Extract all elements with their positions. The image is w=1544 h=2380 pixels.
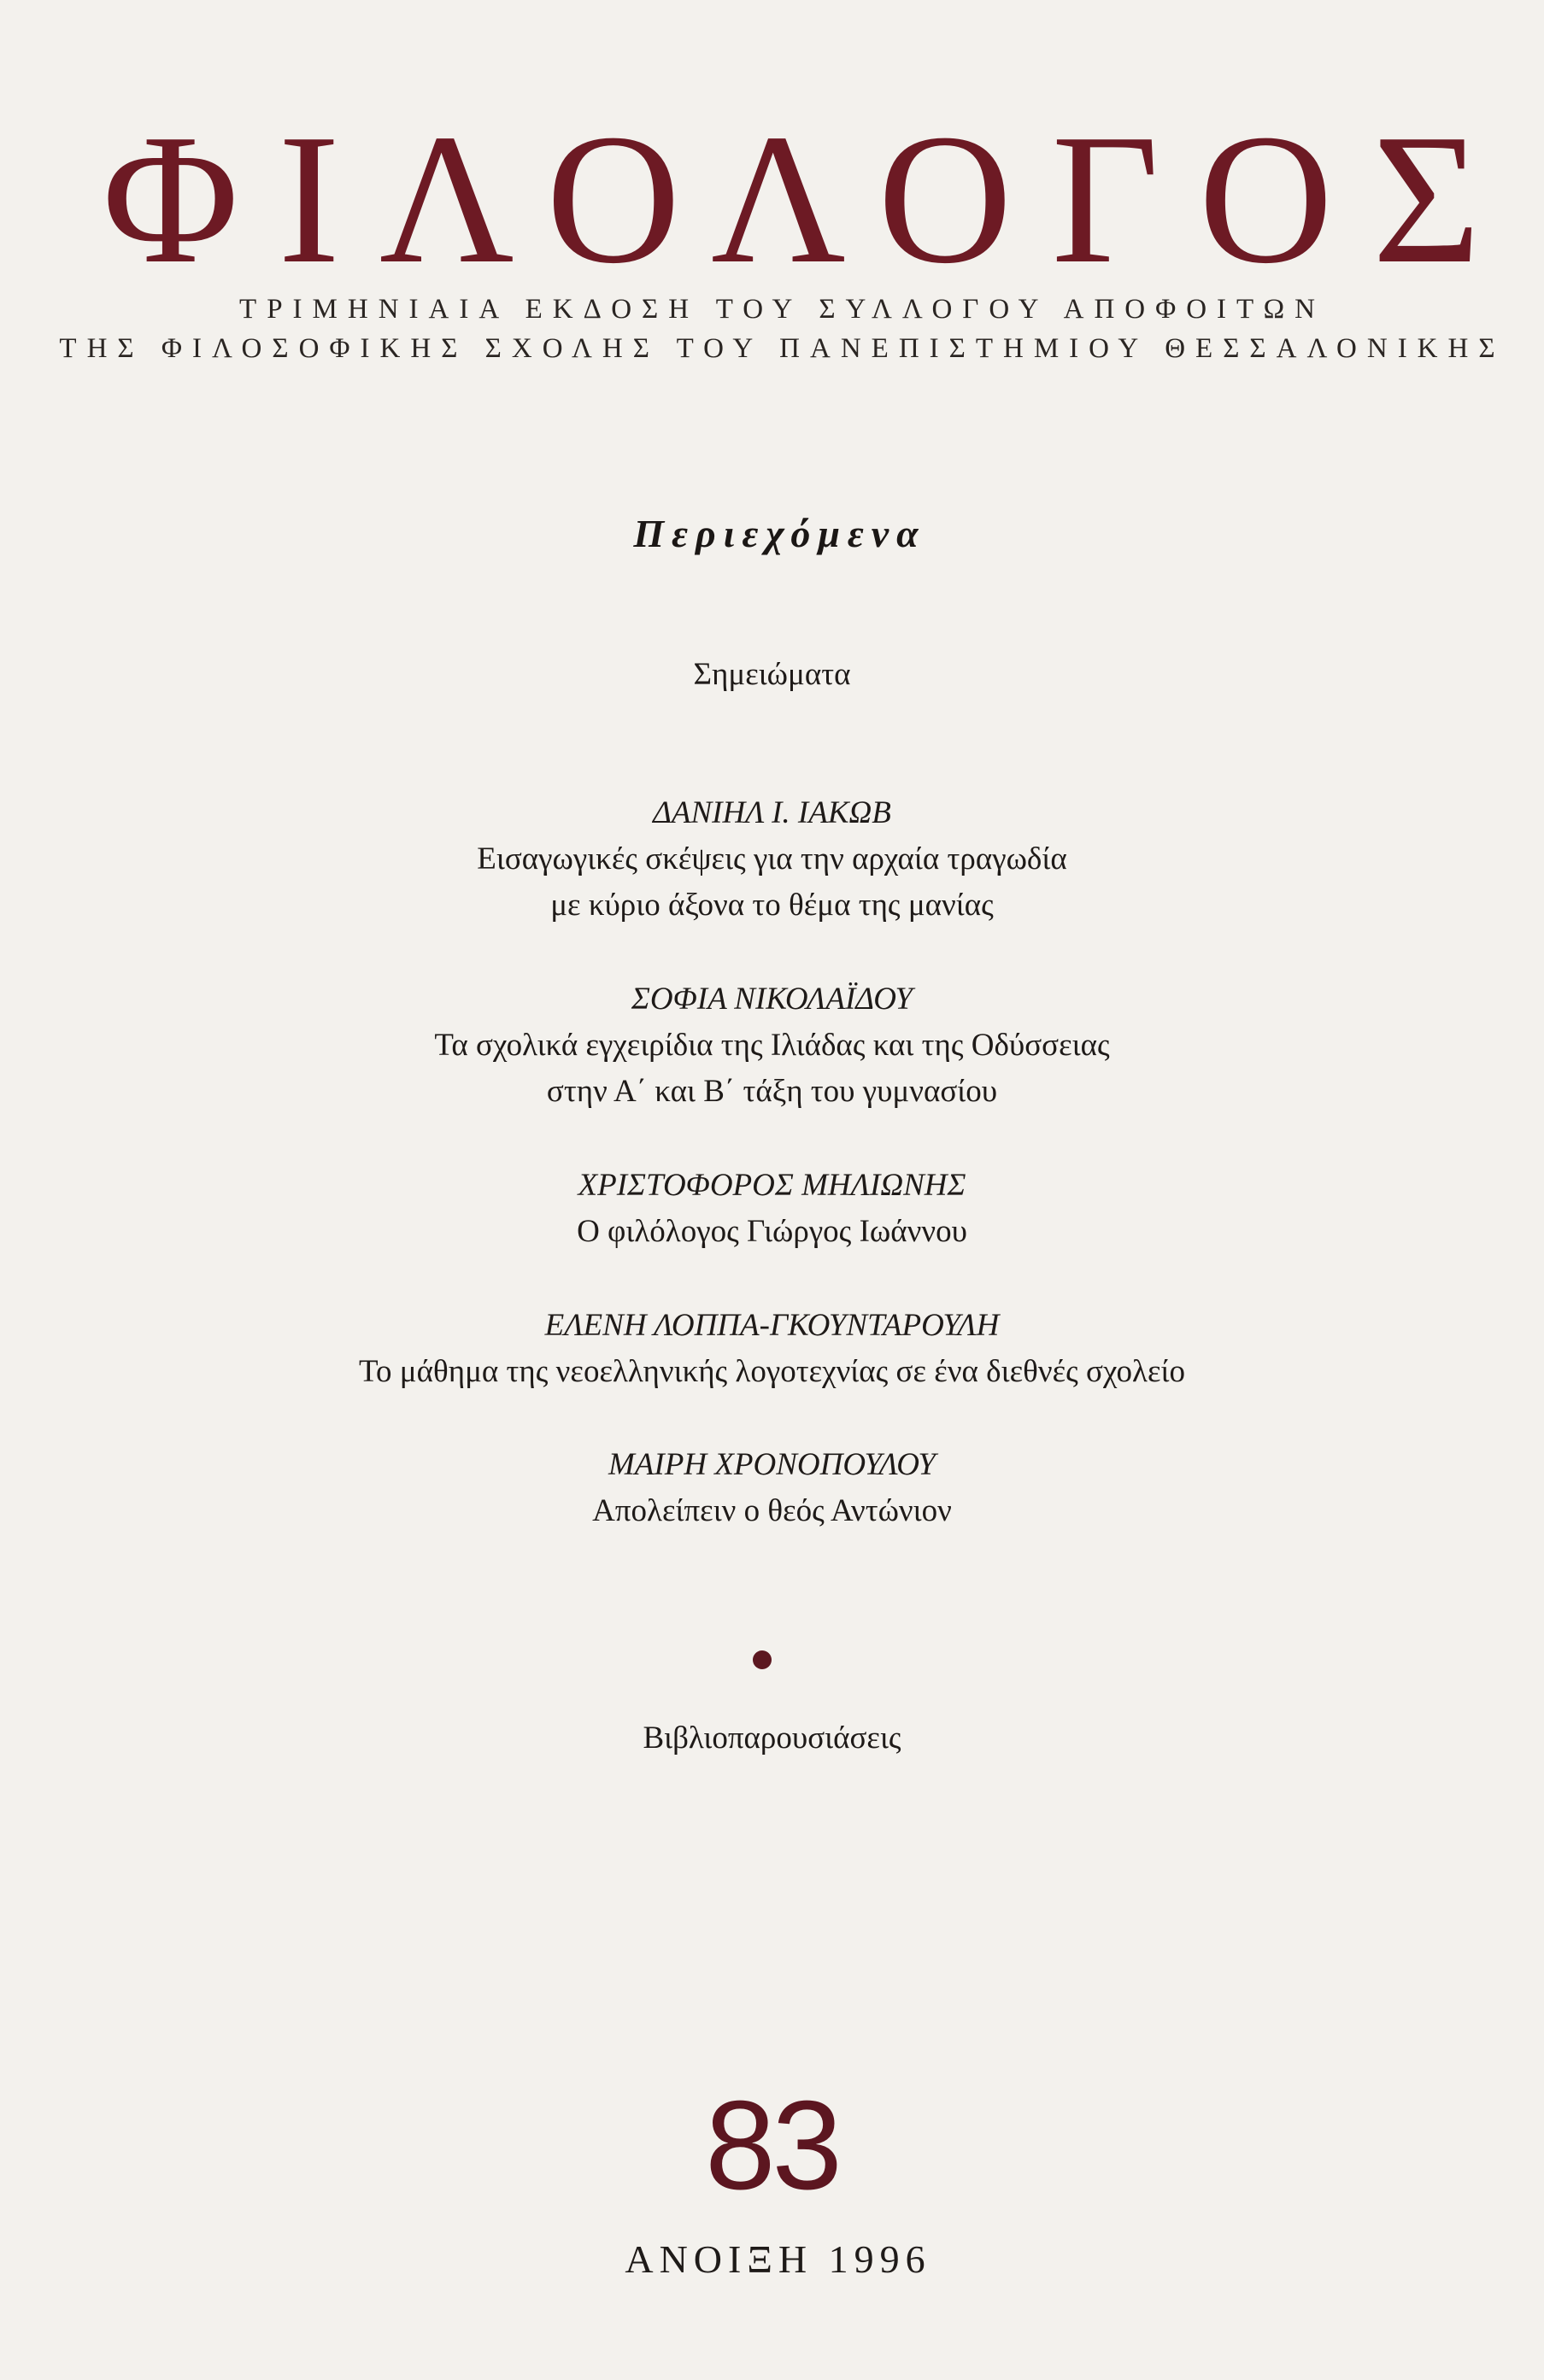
article-author: ΕΛΕΝΗ ΛΟΠΠΑ-ΓΚΟΥΝΤΑΡΟΥΛΗ — [544, 1308, 1000, 1343]
article-title-line: Ο φιλόλογος Γιώργος Ιωάννου — [577, 1214, 967, 1249]
article-title-line: Εισαγωγικές σκέψεις για την αρχαία τραγωδία — [477, 841, 1067, 876]
publisher-line-2: ΤΗΣ ΦΙΛΟΣΟΦΙΚΗΣ ΣΧΟΛΗΣ ΤΟΥ ΠΑΝΕΠΙΣΤΗΜΙΟΥ ΘΕΣΣΑΛΟΝΙΚΗΣ — [59, 333, 1506, 364]
publisher-line-1: ΤΡΙΜΗΝΙΑΙΑ ΕΚΔΟΣΗ ΤΟΥ ΣΥΛΛΟΓΟΥ ΑΠΟΦΟΙΤΩΝ — [239, 294, 1325, 325]
issue-season: ΑΝΟΙΞΗ 1996 — [625, 2237, 931, 2281]
contents-heading: Περιεχόμενα — [633, 512, 926, 555]
article-author: ΧΡΙΣΤΟΦΟΡΟΣ ΜΗΛΙΩΝΗΣ — [578, 1168, 966, 1203]
article-title-line: Το μάθημα της νεοελληνικής λογοτεχνίας σε ένα διεθνές σχολείο — [358, 1354, 1185, 1389]
article-author: ΣΟΦΙΑ ΝΙΚΟΛΑΪΔΟΥ — [631, 982, 913, 1017]
issue-number: 83 — [705, 2075, 839, 2216]
article-author: ΜΑΙΡΗ ΧΡΟΝΟΠΟΥΛΟΥ — [608, 1447, 936, 1482]
article-title-line: στην Α΄ και Β΄ τάξη του γυμνασίου — [546, 1074, 998, 1109]
bullet-separator-icon — [753, 1650, 772, 1669]
article-title-line: Απολείπειν ο θεός Αντώνιον — [592, 1493, 952, 1528]
section-label-notes: Σημειώματα — [693, 657, 851, 692]
article-title-line: με κύριο άξονα το θέμα της μανίας — [550, 888, 994, 923]
article-title-line: Τα σχολικά εγχειρίδια της Ιλιάδας και της Οδύσσειας — [434, 1028, 1110, 1063]
section-label-reviews: Βιβλιοπαρουσιάσεις — [643, 1721, 901, 1756]
article-author: ΔΑΝΙΗΛ Ι. ΙΑΚΩΒ — [653, 795, 891, 830]
journal-title: ΦΙΛΟΛΟΓΟΣ — [103, 97, 1520, 302]
